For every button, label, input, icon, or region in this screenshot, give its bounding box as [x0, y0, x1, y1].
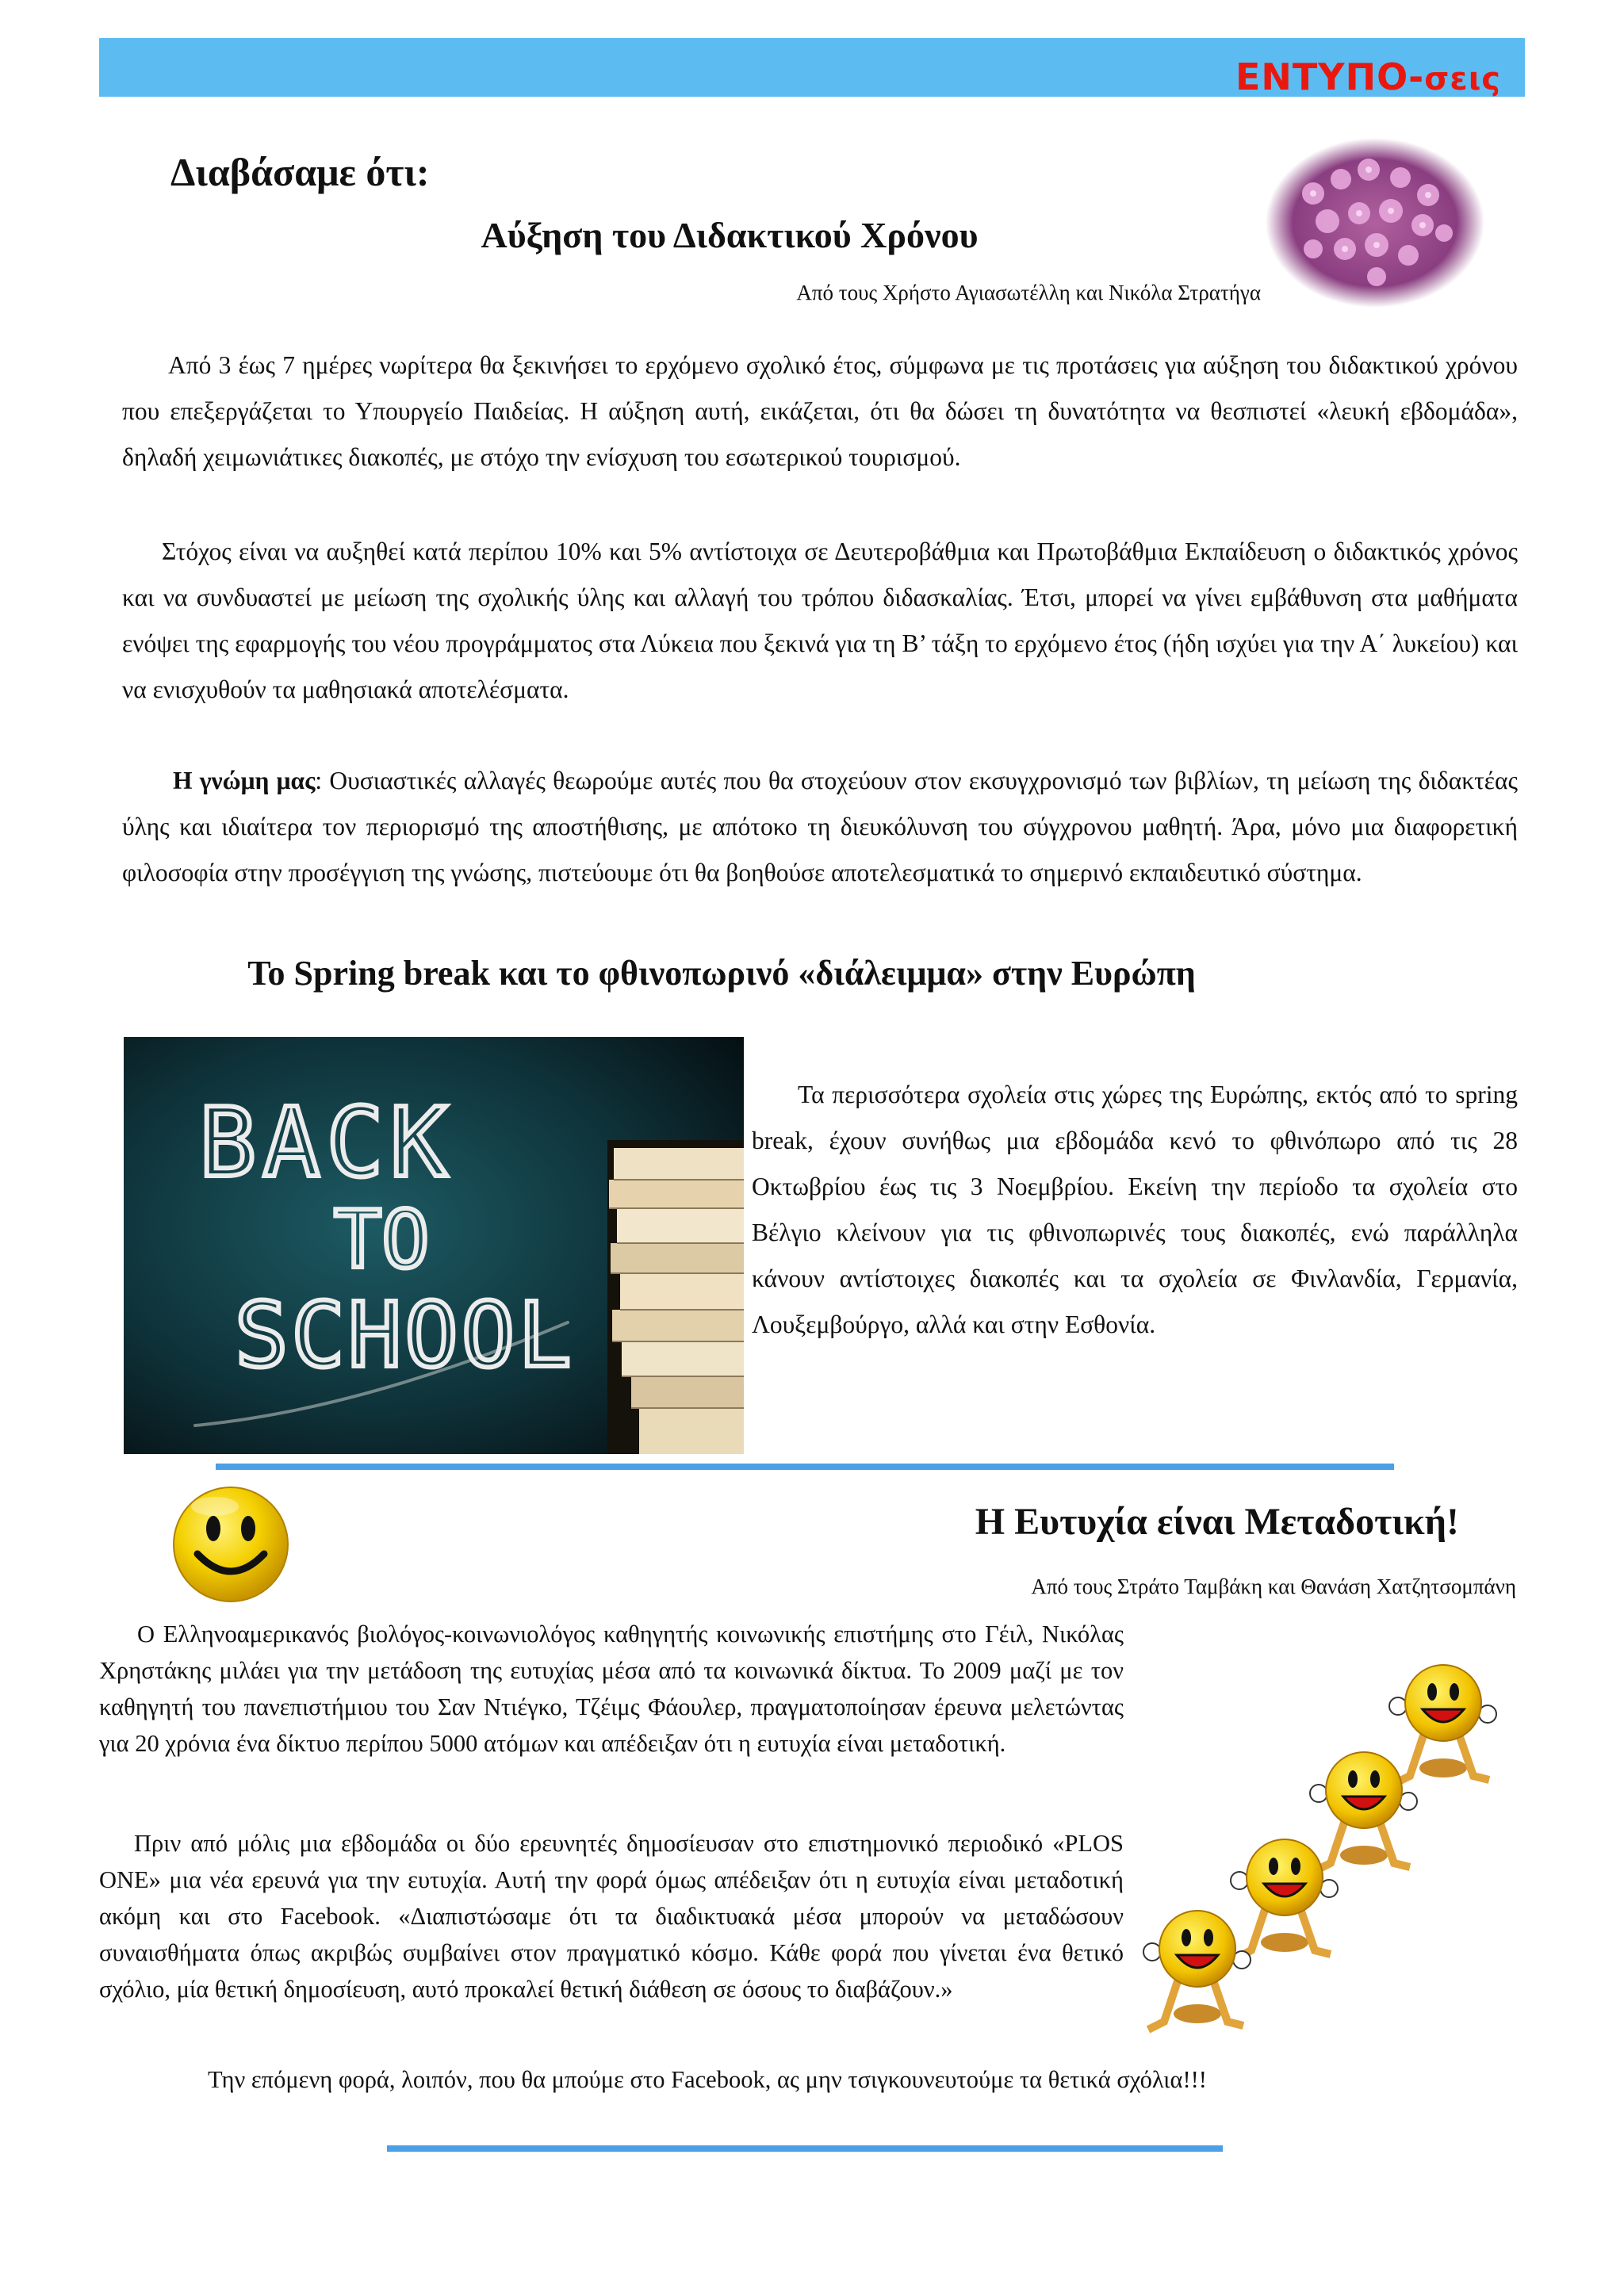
magazine-title-suffix: σεις [1424, 61, 1501, 98]
board-text-to: TO [334, 1193, 430, 1286]
article2-paragraph [752, 1072, 1518, 1348]
article3-paragraph2-text: Πριν από μόλις μια εβδομάδα οι δύο ερευνητές δημοσίευσαν στο επιστημονικό περιοδικό «PLOS ONE» μια νέα ερευνά για την ευτυχία. Αυτή την φορά όμως απέδειξαν ότι η ευτυχία είναι μεταδοτική ακόμη και στο Facebook. «Διαπιστώσαμε ότι τα διαδικτυακά μέσα μπορούν να μεταδώσουν συναισθήματα όπως ακριβώς συμβαίνει στον πραγματικό κόσμο. Κάθε φορά που γίνεται ένα θετικό σχόλιο, μία θετική δημοσίευση, αυτό προκαλεί θετική διάθεση σε όσους το διαβάζουν.» [99, 1830, 1124, 2003]
article1-byline: Από τους Χρήστο Αγιασωτέλλη και Νικόλα Στρατήγα [796, 281, 1261, 304]
article2-paragraph-text: Τα περισσότερα σχολεία στις χώρες της Ευρώπης, εκτός από το spring break, έχουν συνήθως μια εβδομάδα κενό το φθινόπωρο από τις 28 Οκτωβρίου έως τις 3 Νοεμβρίου. Εκείνη την περίοδο τα σχολεία στο Βέλγιο κλείνουν για τις φθινοπωρινές τους διακοπές, ενώ παράλληλα κάνουν αντίστοιχες διακοπές και τα σχολεία σε Φινλανδία, Γερμανία, Λουξεμβούργο, αλλά και στην Εσθονία. [752, 1081, 1518, 1338]
magazine-title-main: ΕΝΤΥΠΟ- [1235, 55, 1425, 98]
opinion-lead: Η γνώμη μας [173, 767, 316, 794]
smiley-face-icon [170, 1484, 291, 1605]
article1-paragraph2 [122, 529, 1518, 713]
article1-title: Αύξηση του Διδακτικού Χρόνου [481, 215, 979, 255]
board-text-back: BACK [199, 1089, 454, 1199]
article3-byline: Από τους Στράτο Ταμβάκη και Θανάση Χατζητσομπάνη [1031, 1575, 1516, 1598]
lilac-flower-image [1266, 138, 1484, 308]
article1-paragraph3 [122, 758, 1518, 896]
board-text-school: SCHOOL [235, 1284, 575, 1387]
article3-paragraph1-text: Ο Ελληνοαμερικανός βιολόγος-κοινωνιολόγος καθηγητής κοινωνικής επιστήμης στο Γέιλ, Νικόλας Χρηστάκης μιλάει για την μετάδοση της ευτυχίας μέσα από τα κοινωνικά δίκτυα. Το 2009 μαζί με τον καθηγητή του πανεπιστήμιου του Σαν Ντιέγκο, Τζέιμς Φάουλερ, πραγματοποίησαν έρευνα μελετώντας για 20 χρόνια ένα δίκτυο περίπου 5000 ατόμων και απέδειξαν ότι η ευτυχία είναι μεταδοτική. [99, 1621, 1124, 1757]
article1-paragraph3-text: : Ουσιαστικές αλλαγές θεωρούμε αυτές που θα στοχεύουν στον εκσυγχρονισμό των βιβλίων, τη μείωση της διδακτέας ύλης και ιδιαίτερα τον περιορισμό της αποστήθισης, με απότοκο τη διευκόλυνση του σύγχρονου μαθητή. Άρα, μόνο μια διαφορετική φιλοσοφία στην προσέγγιση της γνώσης, πιστεύουμε ότι θα βοηθούσε αποτελεσματικά το σημερινό εκπαιδευτικό σύστημα. [122, 767, 1518, 886]
magazine-title [1235, 55, 1501, 98]
dancing-smileys-image [1132, 1657, 1518, 2038]
article3-title: Η Ευτυχία είναι Μεταδοτική! [975, 1501, 1459, 1543]
footer-divider [387, 2145, 1223, 2152]
article3-paragraph2 [99, 1825, 1124, 2007]
article1-paragraph1-text: Από 3 έως 7 ημέρες νωρίτερα θα ξεκινήσει το ερχόμενο σχολικό έτος, σύμφωνα με τις προτάσεις για αύξηση του διδακτικού χρόνου που επεξεργάζεται το Υπουργείο Παιδείας. Η αύξηση αυτή, εικάζεται, ότι θα δώσει τη δυνατότητα να θεσπιστεί «λευκή εβδομάδα», δηλαδή χειμωνιάτικες διακοπές, με στόχο την ενίσχυση του εσωτερικού τουρισμού. [122, 351, 1518, 471]
article3-closing: Την επόμενη φορά, λοιπόν, που θα μπούμε στο Facebook, ας μην τσιγκουνευτούμε τα θετικά σχόλια!!! [208, 2066, 1207, 2093]
header-bar [99, 38, 1525, 97]
article1-paragraph1 [122, 342, 1518, 480]
section-label: Διαβάσαμε ότι: [170, 150, 430, 194]
article3-paragraph1 [99, 1616, 1124, 1762]
article2-title: Το Spring break και το φθινοπωρινό «διάλειμμα» στην Ευρώπη [247, 954, 1196, 993]
article1-paragraph2-text: Στόχος είναι να αυξηθεί κατά περίπου 10% και 5% αντίστοιχα σε Δευτεροβάθμια και Πρωτοβάθμια Εκπαίδευση ο διδακτικός χρόνος και να συνδυαστεί με μείωση της σχολικής ύλης και αλλαγή του τρόπου διδασκαλίας. Έτσι, μπορεί να γίνει εμβάθυνση στα μαθήματα ενόψει της εφαρμογής του νέου προγράμματος στα Λύκεια που ξεκινά για τη Β’ τάξη το ερχόμενο έτος (ήδη ισχύει για την Α΄ λυκείου) και να ενισχυθούν τα μαθησιακά αποτελέσματα. [122, 538, 1518, 703]
back-to-school-image [124, 1037, 744, 1454]
section-divider [216, 1464, 1394, 1470]
